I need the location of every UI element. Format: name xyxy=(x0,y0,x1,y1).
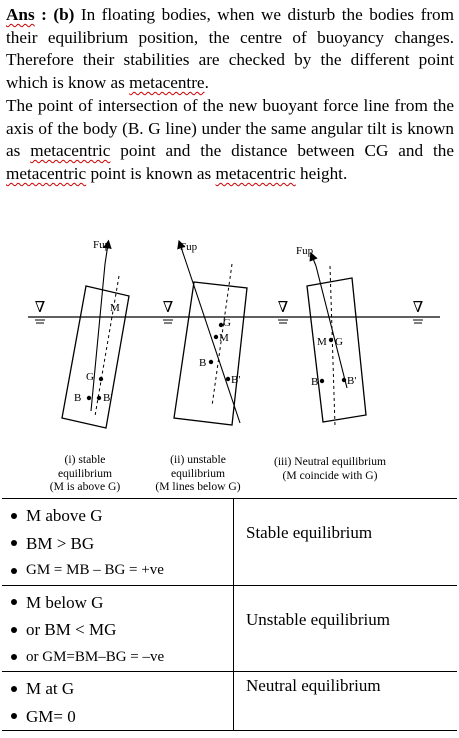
bullet-icon xyxy=(11,513,17,519)
table-row xyxy=(2,672,457,731)
condition-text: GM = MB – BG = +ve xyxy=(26,562,164,578)
water-symbol-2 xyxy=(163,300,173,323)
caption-line: (M lines below G) xyxy=(155,480,241,493)
water-symbol-3 xyxy=(278,300,288,323)
label-b: B xyxy=(311,376,319,388)
point-b xyxy=(320,379,324,383)
result-text: Stable equilibrium xyxy=(246,523,373,542)
bullet-icon xyxy=(11,686,17,692)
term-metacentric: metacentric xyxy=(6,163,87,183)
caption-line: (i) stable xyxy=(64,453,106,466)
buoyancy-line xyxy=(91,264,105,411)
label-b-prime: B' xyxy=(347,375,357,387)
caption-stable xyxy=(30,453,140,494)
body-unstable xyxy=(174,241,247,425)
water-symbol-glyph: ∇ xyxy=(34,300,46,316)
point-b-prime xyxy=(97,396,101,400)
result-text: Neutral equilibrium xyxy=(246,676,381,695)
list-item xyxy=(8,675,233,703)
label-b: B xyxy=(199,357,207,369)
fup-label: Fup xyxy=(93,239,111,251)
caption-neutral xyxy=(258,455,402,482)
answer-label: Ans xyxy=(6,5,35,24)
answer-text-part: point and the distance between CG and the xyxy=(110,141,454,161)
list-item xyxy=(8,502,233,530)
bullet-icon xyxy=(11,713,17,719)
list-item xyxy=(8,703,233,731)
term-metacentric: metacentric xyxy=(30,141,111,161)
label-g: G xyxy=(223,317,231,329)
result-text: Unstable equilibrium xyxy=(246,609,391,629)
list-item xyxy=(8,530,233,558)
water-symbol-glyph: ∇ xyxy=(277,300,289,316)
water-symbol-glyph: ∇ xyxy=(412,300,424,316)
point-b-prime xyxy=(342,378,346,382)
point-b xyxy=(87,396,91,400)
list-item xyxy=(8,589,233,617)
list-item xyxy=(8,644,233,672)
bullet-icon xyxy=(11,568,17,574)
term-metacentric: metacentric xyxy=(215,163,296,183)
list-item xyxy=(8,557,233,585)
answer-text-part: The point of intersection of the new buoyant force line from the axis of the body (B. G line) under the same angular tilt is known as xyxy=(6,95,454,161)
condition-text: M at G xyxy=(26,679,75,698)
bullet-icon xyxy=(11,540,17,546)
conditions-cell xyxy=(2,499,234,586)
table-row xyxy=(2,585,457,672)
label-g: G xyxy=(335,336,343,348)
conditions-cell xyxy=(2,585,234,672)
answer-option: : (b) xyxy=(41,5,75,24)
water-symbol-4 xyxy=(413,300,423,323)
body-stable xyxy=(62,239,129,428)
result-cell xyxy=(234,499,458,586)
caption-line: (ii) unstable xyxy=(170,453,226,466)
buoyancy-line xyxy=(184,256,240,423)
list-item xyxy=(8,616,233,644)
answer-text-part: . xyxy=(204,73,209,93)
condition-text: BM > BG xyxy=(26,533,95,553)
label-m: M xyxy=(317,336,327,348)
bullet-icon xyxy=(11,599,17,605)
caption-unstable xyxy=(140,453,256,494)
caption-line: (M coincide with G) xyxy=(282,468,378,482)
label-g: G xyxy=(86,371,94,383)
body-neutral xyxy=(296,245,366,426)
stability-figure xyxy=(0,236,459,498)
label-m: M xyxy=(219,332,229,344)
label-m: M xyxy=(110,302,120,314)
label-b: B xyxy=(74,392,82,404)
answer-text-part: height. xyxy=(295,163,348,183)
label-b-prime: B' xyxy=(103,392,113,404)
point-g xyxy=(99,377,103,381)
caption-line: (M is above G) xyxy=(49,480,121,493)
condition-text: or BM < MG xyxy=(26,620,117,639)
condition-text: M below G xyxy=(26,592,104,612)
term-metacentre: metacentre xyxy=(129,73,205,93)
point-b-prime xyxy=(226,377,230,381)
force-arrow xyxy=(312,256,316,266)
point-m-g xyxy=(329,338,333,342)
result-cell xyxy=(234,672,458,731)
result-cell xyxy=(234,585,458,672)
answer-paragraph-2 xyxy=(6,95,454,186)
caption-line: (iii) Neutral equilibrium xyxy=(273,455,387,468)
conditions-cell xyxy=(2,672,234,731)
answer-text-part: point is known as xyxy=(86,163,216,183)
condition-text: GM= 0 xyxy=(26,706,76,726)
body-outline xyxy=(307,278,366,422)
label-b-prime: B' xyxy=(231,374,241,386)
point-b xyxy=(209,360,213,364)
caption-line: equilibrium xyxy=(170,466,226,480)
table-row xyxy=(2,499,457,586)
bullet-icon xyxy=(11,654,17,660)
answer-text xyxy=(6,4,454,186)
fup-label: Fup xyxy=(180,241,198,253)
point-m xyxy=(214,335,218,339)
water-symbol-1 xyxy=(35,300,45,323)
answer-text-part: In floating bodies, when we disturb the bodies from their equilibrium position, the centre of buoyancy changes. Therefore their stabilities are checked by the different point which is know as xyxy=(6,5,455,93)
water-symbol-glyph: ∇ xyxy=(162,300,174,316)
answer-paragraph-1 xyxy=(6,4,454,95)
condition-text: M above G xyxy=(26,506,103,525)
caption-line: equilibrium xyxy=(57,466,113,480)
equilibrium-table xyxy=(2,498,457,731)
bullet-icon xyxy=(11,627,17,633)
condition-text: or GM=BM–BG = –ve xyxy=(26,648,165,665)
body-outline xyxy=(174,282,247,425)
fup-label: Fup xyxy=(296,245,314,257)
